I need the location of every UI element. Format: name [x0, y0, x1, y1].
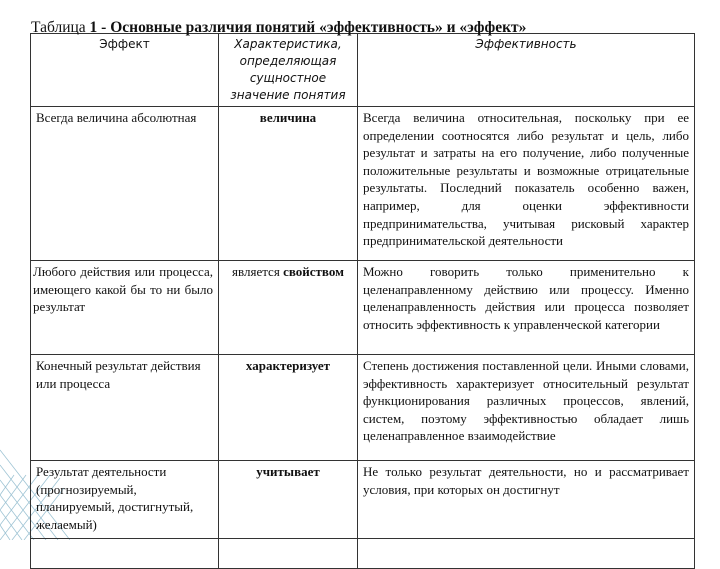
table-row	[31, 107, 695, 261]
header-efficiency: Эффективность	[358, 34, 695, 107]
cell-cutoff	[358, 539, 695, 569]
cell-cutoff	[31, 539, 219, 569]
cell-effect: Конечный результат действия или процесса	[31, 355, 219, 461]
table-row	[31, 355, 695, 461]
caption-prefix: Таблица	[31, 19, 90, 36]
cell-efficiency: Не только результат деятельности, но и рассматривает условия, при которых он достигнут	[358, 461, 695, 539]
cell-efficiency: Можно говорить только применительно к целенаправленному действию или процессу. Именно целенаправленность действия или процесса позволяет относить эффективность к управленческой категории	[358, 261, 695, 355]
cell-effect: Любого действия или процесса, имеющего какой бы то ни было результат	[31, 261, 219, 355]
table-row	[31, 261, 695, 355]
table-row	[31, 461, 695, 539]
characteristic-prefix: является	[232, 264, 284, 279]
cell-characteristic: характеризует	[219, 355, 358, 461]
cell-efficiency: Всегда величина относительная, поскольку при ее определении соотносятся либо результат и цель, либо результат и затраты на его получение, либо полученные положительные результаты и возможные отрицательные результаты. Последний показатель особенно важен, например, для оценки эффективности предпринимательства, учитывая рисковый характер предпринимательской деятельности	[358, 107, 695, 261]
caption-title: 1 - Основные различия понятий «эффективность» и «эффект»	[89, 19, 527, 36]
header-characteristic: Характеристика, определяющая сущностное значение понятия	[219, 34, 358, 107]
cell-effect: Результат деятельности (прогнозируемый, планируемый, достигнутый, желаемый)	[31, 461, 219, 539]
cell-efficiency: Степень достижения поставленной цели. Иными словами, эффективность характеризует относительный результат функционирования различных процессов, явлений, систем, поэтому эффективностью обладает лишь целенаправленное взаимодействие	[358, 355, 695, 461]
cell-characteristic	[219, 261, 358, 355]
table-header-row	[31, 34, 695, 107]
header-effect: Эффект	[31, 34, 219, 107]
table-row-cutoff	[31, 539, 695, 569]
cell-cutoff	[219, 539, 358, 569]
table-caption	[31, 18, 526, 38]
cell-effect: Всегда величина абсолютная	[31, 107, 219, 261]
characteristic-keyword: свойством	[283, 264, 344, 279]
cell-characteristic: учитывает	[219, 461, 358, 539]
cell-characteristic: величина	[219, 107, 358, 261]
comparison-table	[30, 33, 695, 569]
